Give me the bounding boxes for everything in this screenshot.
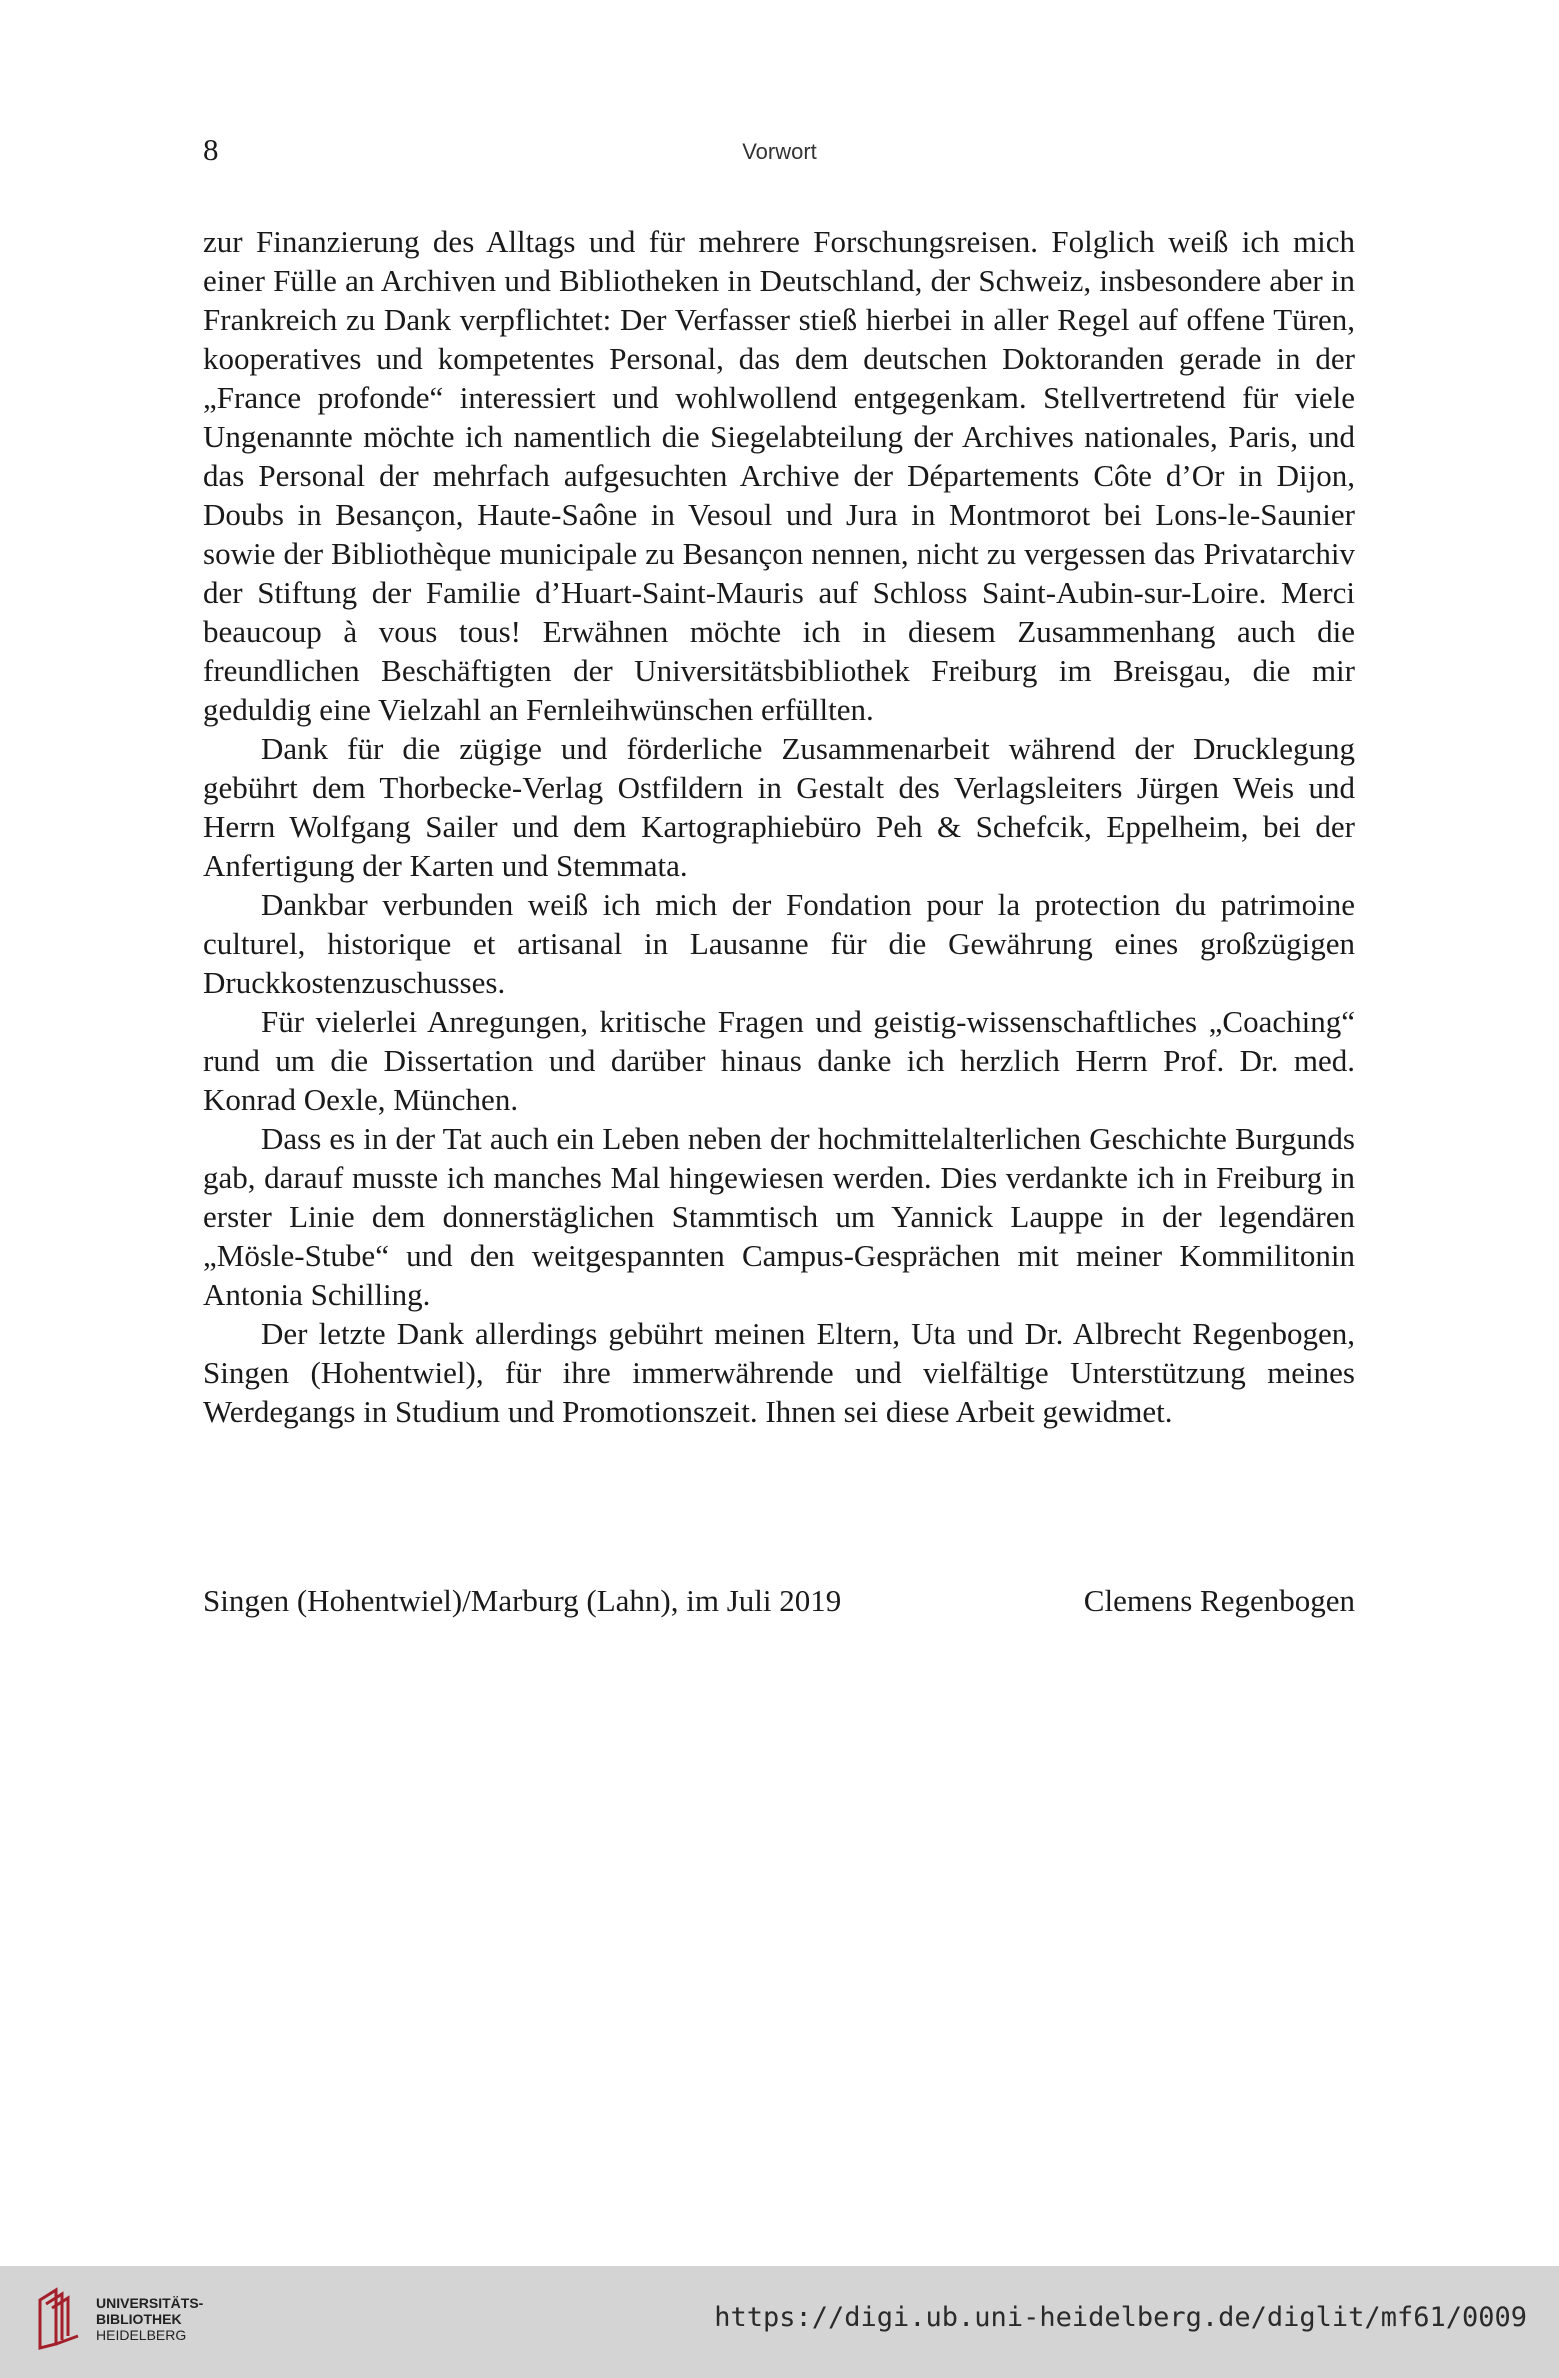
paragraph: Der letzte Dank allerdings gebührt meinen Eltern, Uta und Dr. Albrecht Regenbogen, Singen (Hohentwiel), für ihre immerwährende und vielfältige Unterstützung meines Werdegangs in Studium und Promotionszeit. Ihnen sei diese Arbeit gewidmet.: [203, 1316, 1355, 1429]
paragraph: Für vielerlei Anregungen, kritische Fragen und geistig-wissenschaftliches „Coaching“ rund um die Dissertation und darüber hinaus danke ich herzlich Herrn Prof. Dr. med. Konrad Oexle, München.: [203, 1004, 1355, 1117]
page-number: 8: [203, 132, 219, 167]
footer-url-link[interactable]: https://digi.ub.uni-heidelberg.de/diglit/mf61/0009: [714, 2302, 1527, 2333]
paragraph: Dank für die zügige und förderliche Zusammenarbeit während der Drucklegung gebührt dem Thorbecke-Verlag Ostfildern in Gestalt des Verlagsleiters Jürgen Weis und Herrn Wolfgang Sailer und dem Kartographiebüro Peh & Schefcik, Eppelheim, bei der Anfertigung der Karten und Stemmata.: [203, 731, 1355, 883]
footer-bar: [0, 2266, 1559, 2378]
signature-line: [203, 1581, 1355, 1620]
logo-line: UNIVERSITÄTS-: [96, 2295, 204, 2311]
logo-line: BIBLIOTHEK: [96, 2311, 182, 2327]
body-text: [203, 222, 1355, 1431]
place-date: Singen (Hohentwiel)/Marburg (Lahn), im Juli 2019: [203, 1583, 842, 1618]
library-logo[interactable]: [34, 2286, 203, 2352]
paragraph: Dass es in der Tat auch ein Leben neben der hochmittelalterlichen Geschichte Burgunds gab, darauf musste ich manches Mal hingewiesen werden. Dies verdankte ich in Freiburg in erster Linie dem donnerstäglichen Stammtisch um Yannick Lauppe in der legendären „Mösle-Stube“ und den weitgespannten Campus-Gesprächen mit meiner Kommilitonin Antonia Schilling.: [203, 1121, 1355, 1312]
paragraph: Dankbar verbunden weiß ich mich der Fondation pour la protection du patrimoine culturel, historique et artisanal in Lausanne für die Gewährung eines großzügigen Druckkostenzuschusses.: [203, 887, 1355, 1000]
author-name: Clemens Regenbogen: [1083, 1583, 1355, 1618]
running-head: Vorwort: [742, 139, 817, 164]
paragraph: zur Finanzierung des Alltags und für mehrere Forschungsreisen. Folglich weiß ich mich einer Fülle an Archiven und Bibliotheken in Deutschland, der Schweiz, insbesondere aber in Frankreich zu Dank verpflichtet: Der Verfasser stieß hierbei in aller Regel auf offene Türen, kooperatives und kompetentes Personal, das dem deutschen Doktoranden gerade in der „France profonde“ interessiert und wohlwollend entgegenkam. Stellvertretend für viele Ungenannte möchte ich namentlich die Siegelabteilung der Archives nationales, Paris, und das Personal der mehrfach aufgesuchten Archive der Départements Côte d’Or in Dijon, Doubs in Besançon, Haute-Saône in Vesoul und Jura in Montmorot bei Lons-le-Saunier sowie der Bibliothèque municipale zu Besançon nennen, nicht zu vergessen das Privatarchiv der Stiftung der Familie d’Huart-Saint-Mauris auf Schloss Saint-Aubin-sur-Loire. Merci beaucoup à vous tous! Erwähnen möchte ich in diesem Zusammenhang auch die freundlichen Beschäftigten der Universitätsbibliothek Freiburg im Breisgau, die mir geduldig eine Vielzahl an Fernleihwünschen erfüllten.: [203, 224, 1355, 727]
library-logo-text: [96, 2295, 203, 2343]
library-logo-icon: [34, 2286, 84, 2352]
logo-line: HEIDELBERG: [96, 2327, 187, 2343]
